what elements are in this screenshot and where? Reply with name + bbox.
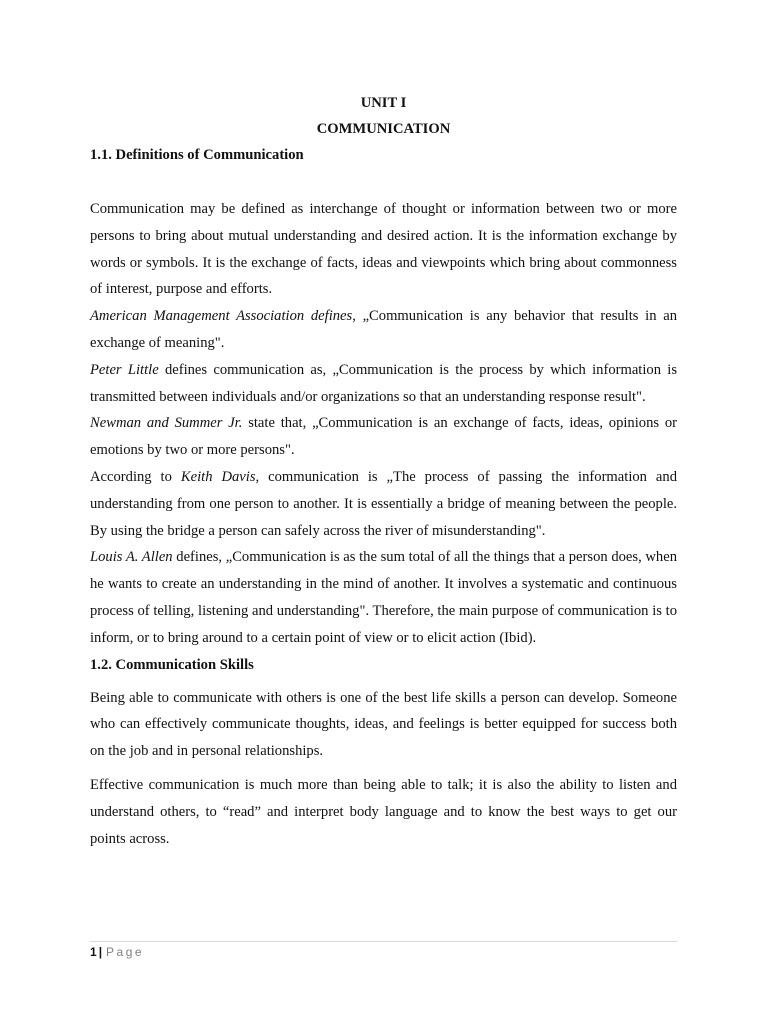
- definition-text: defines, „Communication is as the sum total of all the things that a person does, when he wants to create an understanding in the mind of another. It involves a systematic and continuous process of telling, listening and understanding". Therefore, the main purpose of communication is to inform, or to bring around to a certain point of view or to elicit action (Ibid).: [90, 549, 678, 646]
- definition-text: , „Communication is any behavior that results in an exchange of meaning".: [90, 308, 677, 351]
- definition-text: state that, „Communication is an exchange of facts, ideas, opinions or emotions by two or more persons".: [90, 415, 677, 459]
- page-number: 1: [90, 945, 97, 959]
- definition-source: Newman and Summer Jr.: [90, 415, 243, 432]
- definition-newman-summer: [90, 410, 677, 464]
- definition-louis-allen: [90, 544, 677, 651]
- skills-paragraph-1: Being able to communicate with others is one of the best life skills a person can develop. Someone who can effectively communicate thoughts, ideas, and feelings is better equipped for success both on the job and in personal relationships.: [90, 689, 677, 760]
- section-heading-skills: 1.2. Communication Skills: [90, 656, 254, 673]
- definition-peter-little: [90, 357, 677, 411]
- definition-source: Louis A. Allen: [90, 549, 173, 566]
- page-footer: [90, 941, 677, 960]
- document-page: [90, 90, 677, 852]
- section-heading-definitions: 1.1. Definitions of Communication: [90, 147, 304, 163]
- definition-source: American Management Association defines: [90, 308, 353, 325]
- unit-label: UNIT I: [360, 95, 407, 111]
- definition-ama: [90, 303, 677, 357]
- skills-paragraph-2: Effective communication is much more than being able to talk; it is also the ability to listen and understand others, to “read” and interpret body language and to know the best ways to get our points across.: [90, 776, 677, 847]
- document-title: COMMUNICATION: [316, 121, 451, 137]
- spacer: [90, 168, 677, 196]
- definition-prefix: According to: [90, 468, 181, 485]
- definition-text: communication is „The process of passing the information and understanding from one person to another. It is essentially a bridge of meaning between the people. By using the bridge a person can safely across the river of misunderstanding".: [90, 468, 677, 539]
- definition-source: Keith Davis,: [180, 468, 260, 485]
- intro-paragraph: Communication may be defined as interchange of thought or information between two or more persons to bring about mutual understanding and desired action. It is the information exchange by words or symbols. It is the exchange of facts, ideas and viewpoints which bring about commonness of interest, purpose and efforts.: [90, 201, 677, 298]
- footer-separator: |: [98, 945, 103, 959]
- definition-text: defines communication as, „Communication is the process by which information is transmitted between individuals and/or organizations so that an understanding response result".: [90, 361, 677, 405]
- definition-keith-davis: [90, 464, 677, 544]
- definition-source: Peter Little: [90, 361, 159, 378]
- page-label: Page: [106, 945, 145, 959]
